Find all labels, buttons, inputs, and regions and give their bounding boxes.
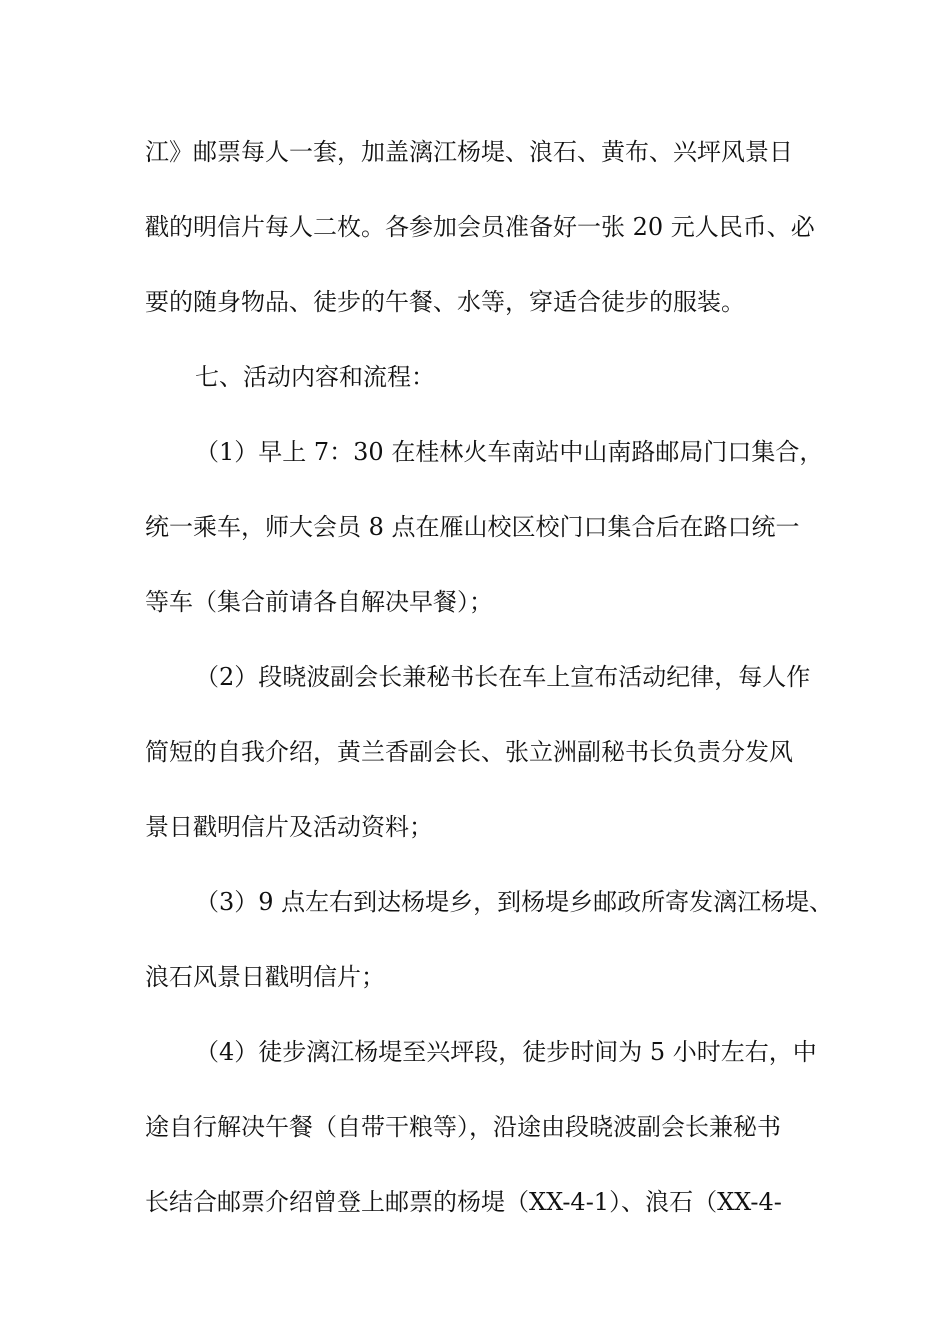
paragraph-line: 统一乘车，师大会员 8 点在雁山校区校门口集合后在路口统一 xyxy=(145,513,800,541)
paragraph-line: （3）9 点左右到达杨堤乡，到杨堤乡邮政所寄发漓江杨堤、 xyxy=(195,888,834,916)
paragraph-line: （4）徒步漓江杨堤至兴坪段，徒步时间为 5 小时左右，中 xyxy=(195,1038,817,1066)
section-heading: 七、活动内容和流程： xyxy=(195,363,435,391)
paragraph-line: 途自行解决午餐（自带干粮等），沿途由段晓波副会长兼秘书 xyxy=(145,1113,781,1141)
paragraph-line: 景日戳明信片及活动资料； xyxy=(145,813,433,841)
paragraph-line: 江》邮票每人一套，加盖漓江杨堤、浪石、黄布、兴坪风景日 xyxy=(145,138,793,166)
paragraph-line: 简短的自我介绍，黄兰香副会长、张立洲副秘书长负责分发风 xyxy=(145,738,793,766)
paragraph-line: 要的随身物品、徒步的午餐、水等，穿适合徒步的服装。 xyxy=(145,288,745,316)
paragraph-line: （2）段晓波副会长兼秘书长在车上宣布活动纪律，每人作 xyxy=(195,663,811,691)
paragraph-line: 戳的明信片每人二枚。各参加会员准备好一张 20 元人民币、必 xyxy=(145,213,815,241)
paragraph-line: 浪石风景日戳明信片； xyxy=(145,963,385,991)
paragraph-line: （1）早上 7：30 在桂林火车南站中山南路邮局门口集合， xyxy=(195,438,824,466)
paragraph-line: 长结合邮票介绍曾登上邮票的杨堤（XX-4-1）、浪石（XX-4- xyxy=(145,1188,782,1216)
paragraph-line: 等车（集合前请各自解决早餐）； xyxy=(145,588,493,616)
